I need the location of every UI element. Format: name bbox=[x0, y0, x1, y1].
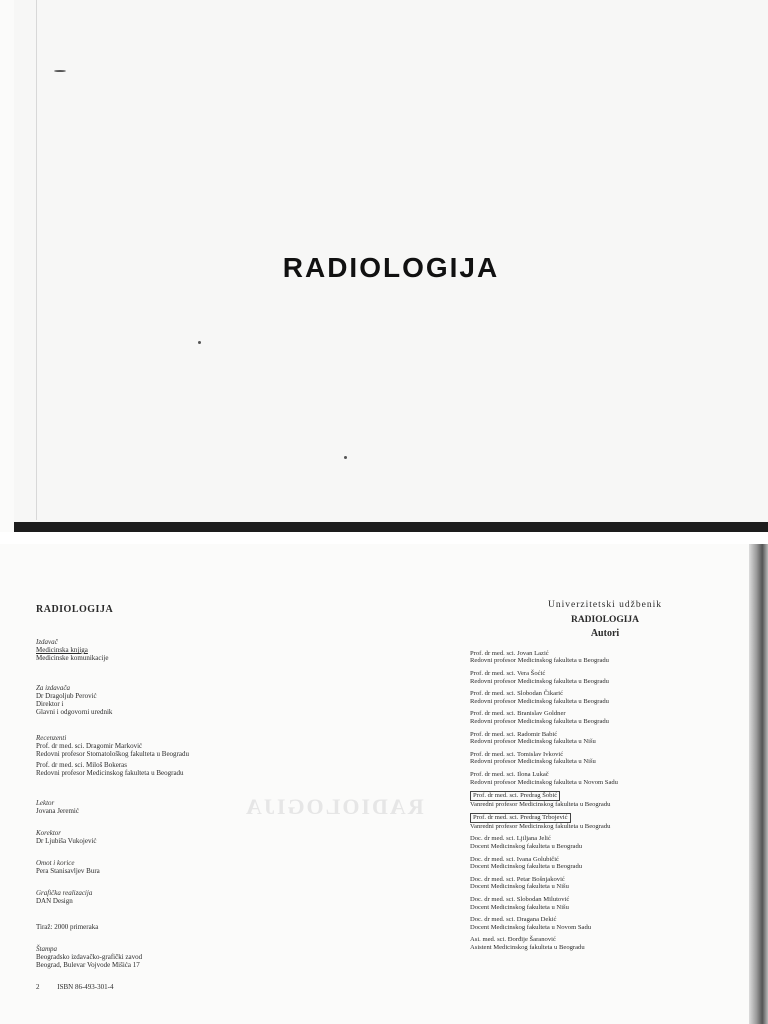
block-label: Omot i korice bbox=[36, 859, 75, 867]
block-label: Štampa bbox=[36, 945, 57, 953]
page-edge bbox=[14, 522, 768, 532]
authors-header bbox=[470, 602, 740, 638]
author-role: Vanredni profesor Medicinskog fakulteta u Beogradu bbox=[470, 800, 611, 808]
block-line: DAN Design bbox=[36, 897, 73, 905]
block-line: Redovni profesor Stomatološkog fakulteta u Beogradu bbox=[36, 750, 189, 758]
proofreader-block bbox=[36, 829, 336, 845]
author-entry bbox=[470, 813, 740, 830]
author-entry bbox=[470, 751, 740, 766]
author-role: Redovni profesor Medicinskog fakulteta u Nišu bbox=[470, 738, 596, 746]
printer-block bbox=[36, 945, 336, 969]
editor-block bbox=[36, 799, 336, 815]
author-name: Prof. dr med. sci. Radomir Babić bbox=[470, 730, 558, 738]
block-line: Direktor i bbox=[36, 700, 64, 708]
block-line: Dr Dragoljub Perović bbox=[36, 692, 97, 700]
block-label: Grafička realizacija bbox=[36, 889, 93, 897]
authors-column bbox=[470, 602, 740, 957]
author-entry bbox=[470, 690, 740, 705]
isbn: ISBN 86-493-301-4 bbox=[57, 983, 114, 991]
imprint-page bbox=[14, 544, 768, 1024]
author-name: Prof. dr med. sci. Tomislav Ivković bbox=[470, 750, 564, 758]
author-role: Asistent Medicinskog fakulteta u Beogradu bbox=[470, 944, 585, 951]
textbook-heading: Univerzitetski udžbenik bbox=[547, 600, 662, 610]
block-line: Redovni profesor Medicinskog fakulteta u Beogradu bbox=[36, 769, 184, 777]
authors-book-title: RADIOLOGIJA bbox=[570, 614, 640, 625]
scan-speck bbox=[198, 341, 201, 344]
cover-block bbox=[36, 859, 336, 875]
author-role: Redovni profesor Medicinskog fakulteta u Novom Sadu bbox=[470, 778, 618, 786]
author-role: Docent Medicinskog fakulteta u Nišu bbox=[470, 883, 569, 891]
author-role: Docent Medicinskog fakulteta u Beogradu bbox=[470, 843, 583, 851]
reviewers-block bbox=[36, 734, 336, 777]
block-label: Izdavač bbox=[36, 638, 58, 646]
block-line: Beogradsko izdavačko-grafički zavod bbox=[36, 953, 143, 961]
author-entry bbox=[470, 710, 740, 725]
block-line: Pera Stanisavljev Bura bbox=[36, 867, 100, 875]
author-name: Doc. dr med. sci. Petar Bošnjaković bbox=[470, 875, 565, 883]
author-entry bbox=[470, 670, 740, 685]
publisher-block bbox=[36, 638, 336, 662]
author-entry bbox=[470, 936, 740, 951]
author-role: Redovni profesor Medicinskog fakulteta u Beogradu bbox=[470, 717, 609, 725]
author-role: Redovni profesor Medicinskog fakulteta u Beogradu bbox=[470, 677, 609, 685]
block-line: Prof. dr med. sci. Miloš Bokeras bbox=[36, 761, 127, 769]
author-role: Docent Medicinskog fakulteta u Beogradu bbox=[470, 863, 583, 871]
isbn-line bbox=[36, 983, 336, 991]
author-name: Prof. dr med. sci. Ilona Lukač bbox=[470, 770, 549, 778]
imprint-title: RADIOLOGIJA bbox=[36, 604, 114, 615]
block-line: Prof. dr med. sci. Dragomir Marković bbox=[36, 742, 143, 750]
author-role: Vanredni profesor Medicinskog fakulteta u Beogradu bbox=[470, 822, 611, 830]
author-entry bbox=[470, 650, 740, 665]
block-label: Za izdavača bbox=[36, 684, 71, 692]
author-name: Prof. dr med. sci. Slobodan Čikarić bbox=[470, 690, 564, 698]
book-spine-edge bbox=[749, 544, 768, 1024]
author-role: Docent Medicinskog fakulteta u Novom Sadu bbox=[470, 923, 592, 931]
author-name: Doc. dr med. sci. Ljiljana Jelić bbox=[470, 835, 551, 843]
design-block bbox=[36, 889, 336, 905]
block-label: Lektor bbox=[36, 799, 55, 807]
author-entry bbox=[470, 896, 740, 911]
author-role: Redovni profesor Medicinskog fakulteta u Nišu bbox=[470, 758, 596, 766]
author-entry bbox=[470, 916, 740, 931]
author-name: Doc. dr med. sci. Ivana Golubičić bbox=[470, 855, 559, 863]
author-name: Prof. dr med. sci. Predrag Trbojević bbox=[470, 813, 571, 823]
block-line: Tiraž: 2000 primeraka bbox=[36, 923, 99, 931]
block-label: Recenzenti bbox=[36, 734, 67, 742]
block-line: Medicinske komunikacije bbox=[36, 654, 109, 662]
for-publisher-block bbox=[36, 684, 336, 716]
author-role: Redovni profesor Medicinskog fakulteta u Beogradu bbox=[470, 697, 609, 705]
author-entry bbox=[470, 791, 740, 808]
author-name: Doc. dr med. sci. Dragana Dekić bbox=[470, 916, 557, 924]
print-run-block bbox=[36, 923, 336, 931]
author-entry bbox=[470, 876, 740, 891]
authors-title: Autori bbox=[590, 628, 620, 640]
scan-speck bbox=[54, 70, 66, 72]
block-line: Medicinska knjiga bbox=[36, 646, 88, 654]
scan-speck bbox=[344, 456, 347, 459]
show-through-text: RADIOLOGIJA bbox=[244, 794, 424, 819]
block-line: Beograd, Bulevar Vojvode Mišića 17 bbox=[36, 961, 140, 969]
author-entry bbox=[470, 856, 740, 871]
block-line: Dr Ljubiša Vukojević bbox=[36, 837, 97, 845]
page-gap bbox=[0, 532, 768, 544]
author-name: Prof. dr med. sci. Jovan Lazić bbox=[470, 649, 549, 657]
author-entry bbox=[470, 771, 740, 786]
author-name: Prof. dr med. sci. Branislav Goldner bbox=[470, 710, 566, 718]
block-line: Glavni i odgovorni urednik bbox=[36, 708, 113, 716]
author-entry bbox=[470, 835, 740, 850]
book-title: RADIOLOGIJA bbox=[282, 252, 500, 283]
author-name: Doc. dr med. sci. Slobodan Milutović bbox=[470, 896, 570, 904]
author-name: Prof. dr med. sci. Predrag Šobić bbox=[470, 791, 560, 801]
page-number: 2 bbox=[36, 983, 40, 991]
imprint-column bbox=[36, 606, 336, 991]
block-label: Korektor bbox=[36, 829, 62, 837]
block-line: Jovana Jeremić bbox=[36, 807, 79, 815]
title-page bbox=[14, 0, 768, 532]
author-role: Docent Medicinskog fakulteta u Nišu bbox=[470, 903, 569, 911]
author-name: Prof. dr med. sci. Vera Šoćić bbox=[470, 669, 546, 677]
author-name: Asi. med. sci. Đorđije Šaranović bbox=[470, 936, 556, 944]
author-entry bbox=[470, 731, 740, 746]
author-role: Redovni profesor Medicinskog fakulteta u Beogradu bbox=[470, 657, 609, 665]
